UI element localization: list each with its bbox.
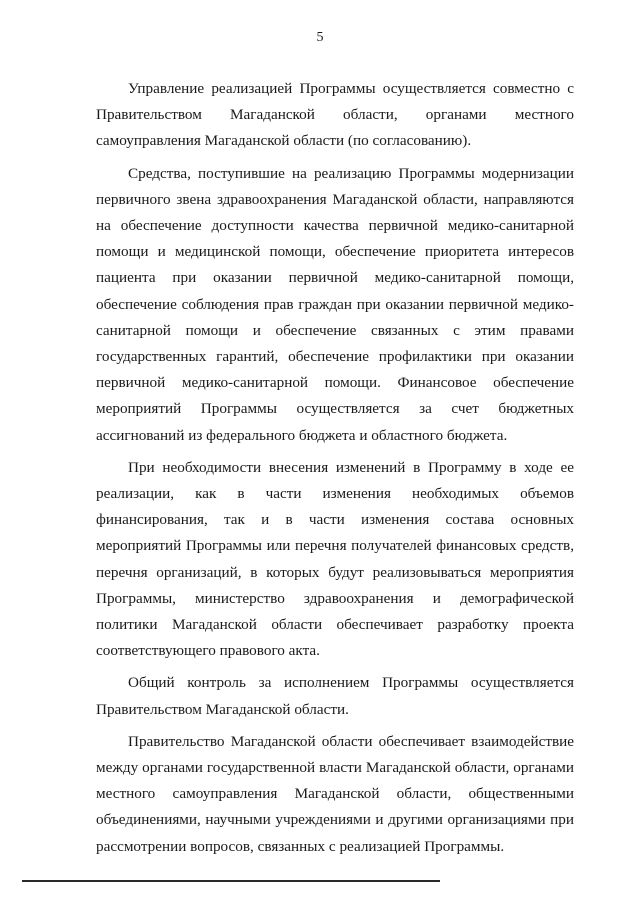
paragraph-interaction: Правительство Магаданской области обеспечивает взаимодействие между органами государственной власти Магаданской области, органами местного самоуправления Магаданской области, общественными объединениями, научными учреждениями и другими организациями при рассмотрении вопросов, связанных с реализацией Программы. [96,732,574,855]
paragraph-program-changes: При необходимости внесения изменений в Программу в ходе ее реализации, как в части изменения необходимых объемов финансирования, так и в части изменения состава основных мероприятий Программы или перечня получателей финансовых средств, перечня организаций, в которых будут реализовываться мероприятия Программы, министерство здравоохранения и демографической политики Магаданской области обеспечивает разработку проекта соответствующего правового акта. [96,458,574,660]
page-number: 5 [316,30,324,45]
paragraph-general-control: Общий контроль за исполнением Программы осуществляется Правительством Магаданской области. [96,674,574,718]
document-body [96,76,574,866]
page-bottom-rule [22,880,440,882]
paragraph-funding-purpose: Средства, поступившие на реализацию Программы модернизации первичного звена здравоохранения Магаданской области, направляются на обеспечение доступности качества первичной медико-санитарной помощи и медицинской помощи, обеспечение приоритета интересов пациента при оказании первичной медико-санитарной помощи, обеспечение соблюдения прав граждан при оказании первичной медико-санитарной помощи и обеспечение связанных с этим правами государственных гарантий, обеспечение профилактики при оказании первичной медико-санитарной помощи. Финансовое обеспечение мероприятий Программы осуществляется за счет бюджетных ассигнований из федерального бюджета и областного бюджета. [96,164,574,444]
paragraph-program-management: Управление реализацией Программы осуществляется совместно с Правительством Магаданской области, органами местного самоуправления Магаданской области (по согласованию). [96,80,574,150]
